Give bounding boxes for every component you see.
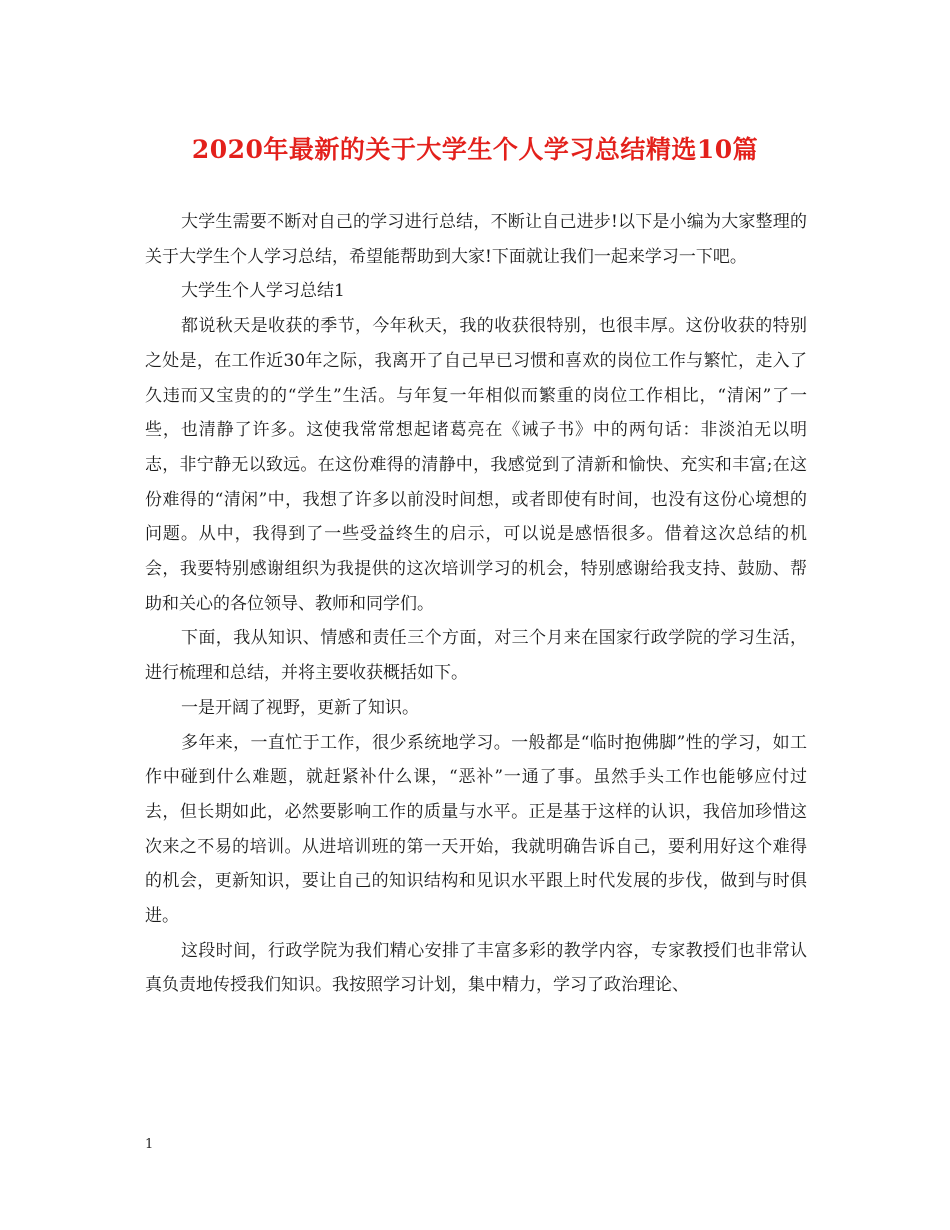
paragraph: 这段时间，行政学院为我们精心安排了丰富多彩的教学内容，专家教授们也非常认真负责地传授我们知识。我按照学习计划，集中精力，学习了政治理论、 (145, 940, 807, 996)
paragraph: 下面，我从知识、情感和责任三个方面，对三个月来在国家行政学院的学习生活，进行梳理和总结，并将主要收获概括如下。 (145, 628, 807, 684)
document-body (145, 205, 807, 1003)
paragraph: 都说秋天是收获的季节，今年秋天，我的收获很特别，也很丰厚。这份收获的特别之处是，在工作近30年之际，我离开了自己早已习惯和喜欢的岗位工作与繁忙，走入了久违而又宝贵的的“学生”生活。与年复一年相似而繁重的岗位工作相比，“清闲”了一些，也清静了许多。这使我常常想起诸葛亮在《诫子书》中的两句话：非淡泊无以明志，非宁静无以致远。在这份难得的清静中，我感觉到了清新和愉快、充实和丰富;在这份难得的“清闲”中，我想了许多以前没时间想，或者即使有时间，也没有这份心境想的问题。从中，我得到了一些受益终生的启示，可以说是感悟很多。借着这次总结的机会，我要特别感谢组织为我提供的这次培训学习的机会，特别感谢给我支持、鼓励、帮助和关心的各位领导、教师和同学们。 (145, 316, 807, 614)
page-number: 1 (145, 1137, 154, 1152)
section-heading: 大学生个人学习总结1 (181, 281, 345, 302)
paragraph: 多年来，一直忙于工作，很少系统地学习。一般都是“临时抱佛脚”性的学习，如工作中碰到什么难题，就赶紧补什么课，“恶补”一通了事。虽然手头工作也能够应付过去，但长期如此，必然要影响工作的质量与水平。正是基于这样的认识，我倍加珍惜这次来之不易的培训。从进培训班的第一天开始，我就明确告诉自己，要利用好这个难得的机会，更新知识，要让自己的知识结构和见识水平跟上时代发展的步伐，做到与时俱进。 (145, 732, 807, 927)
subsection-heading: 一是开阔了视野，更新了知识。 (181, 697, 419, 718)
paragraph-intro: 大学生需要不断对自己的学习进行总结，不断让自己进步!以下是小编为大家整理的关于大学生个人学习总结，希望能帮助到大家!下面就让我们一起来学习一下吧。 (145, 212, 807, 267)
document-title: 2020年最新的关于大学生个人学习总结精选10篇 (191, 135, 759, 164)
